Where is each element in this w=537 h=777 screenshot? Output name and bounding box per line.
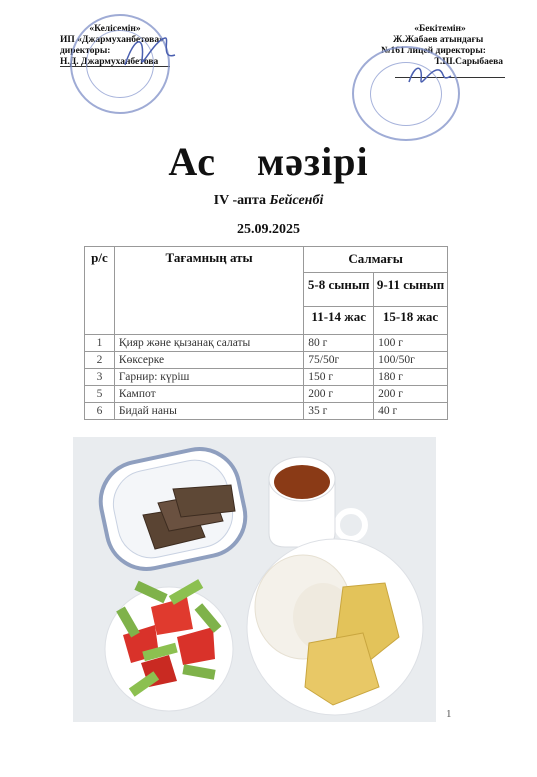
approval-left-line2: ИП «Джармуханбетова» [60, 35, 164, 45]
row-weight-2: 100/50г [374, 352, 448, 369]
row-num: 2 [85, 352, 115, 369]
main-plate [247, 539, 423, 715]
row-dish: Бидай наны [114, 403, 303, 420]
page-title: Ас мәзірі [168, 139, 369, 184]
row-dish: Көксерке [114, 352, 303, 369]
page-mark: 1 [446, 708, 452, 720]
menu-date: 25.09.2025 [237, 222, 300, 237]
col-header-num: р/с [85, 247, 115, 335]
row-num: 1 [85, 335, 115, 352]
weekday-label: Бейсенбі [269, 193, 324, 208]
signature-right [405, 60, 455, 90]
signature-left [120, 30, 180, 75]
row-dish: Қияр және қызанақ салаты [114, 335, 303, 352]
week-line [0, 193, 537, 209]
col-header-weight: Салмағы [304, 247, 448, 273]
row-weight-2: 100 г [374, 335, 448, 352]
group1-age: 11-14 жас [304, 307, 374, 335]
approval-right-line3: №161 лицей директоры: [381, 46, 486, 56]
row-weight-1: 75/50г [304, 352, 374, 369]
table-row [85, 403, 448, 420]
approval-left-line3: директоры: [60, 46, 111, 56]
meal-photo [73, 437, 436, 722]
row-weight-1: 35 г [304, 403, 374, 420]
approval-right-line1: «Бекітемін» [414, 24, 466, 34]
row-weight-1: 80 г [304, 335, 374, 352]
row-num: 6 [85, 403, 115, 420]
approval-left-line4: Н.Д. Джармуханбетова [60, 57, 159, 67]
row-num: 3 [85, 369, 115, 386]
row-dish: Кампот [114, 386, 303, 403]
week-label: IV -апта [213, 193, 267, 208]
group2-age: 15-18 жас [374, 307, 448, 335]
approval-left-line1: «Келісемін» [89, 24, 141, 34]
row-weight-1: 150 г [304, 369, 374, 386]
group1-grades: 5-8 сынып [304, 273, 374, 307]
approval-right-line4: Т.Ш.Сарыбаева [434, 57, 503, 67]
group2-grades: 9-11 сынып [374, 273, 448, 307]
row-dish: Гарнир: күріш [114, 369, 303, 386]
row-num: 5 [85, 386, 115, 403]
table-row [85, 352, 448, 369]
table-row [85, 369, 448, 386]
table-row [85, 335, 448, 352]
row-weight-2: 180 г [374, 369, 448, 386]
row-weight-2: 200 г [374, 386, 448, 403]
menu-table [84, 246, 448, 420]
col-header-name: Тағамның аты [114, 247, 303, 335]
row-weight-2: 40 г [374, 403, 448, 420]
table-row [85, 386, 448, 403]
row-weight-1: 200 г [304, 386, 374, 403]
meal-illustration [73, 437, 436, 722]
approval-right-line2: Ж.Жабаев атындағы [393, 35, 484, 45]
